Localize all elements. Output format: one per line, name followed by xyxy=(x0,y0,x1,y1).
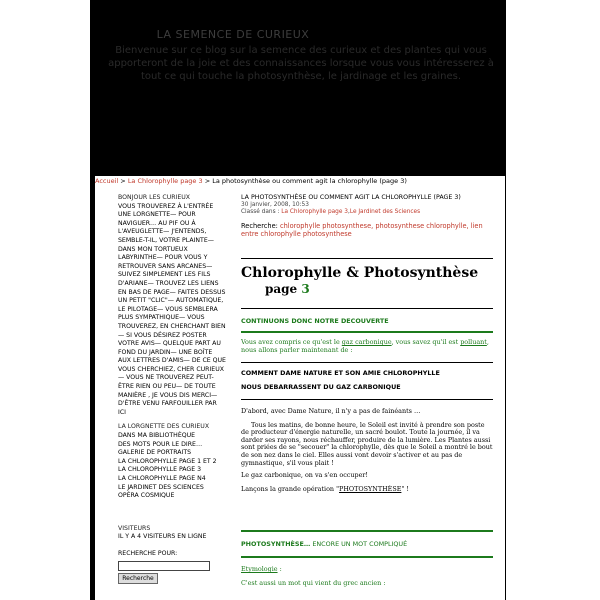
text-fragment: , nous allons parler maintenant de : xyxy=(241,338,489,354)
post-date: 30 janvier, 2008, 10:53 xyxy=(241,202,309,208)
text-fragment: : xyxy=(277,565,282,573)
nav-title: LA LORGNETTE DES CURIEUX xyxy=(118,423,210,431)
post-title[interactable]: LA PHOTOSYNTHÈSE OU COMMENT AGIT LA CHLOROPHYLLE (PAGE 3) xyxy=(241,194,461,201)
section-2-title-a: COMMENT DAME NATURE ET SON AMIE CHLOROPHYLLE xyxy=(241,369,440,377)
visitors-title: VISITEURS xyxy=(118,524,151,532)
link-polluant[interactable]: polluant xyxy=(460,338,487,346)
title-block xyxy=(241,258,493,296)
article-heading: Chlorophylle & Photosynthèse xyxy=(241,265,479,281)
sidebar xyxy=(118,194,226,590)
category-link-chlorophylle[interactable]: La Chlorophylle page 3 xyxy=(281,209,348,215)
text-fragment: " ! xyxy=(401,484,409,493)
nav-item-words[interactable]: DES MOTS POUR LE DIRE… xyxy=(118,440,203,448)
paragraph-5: C'est aussi un mot qui vient du grec ancien : xyxy=(241,578,386,587)
breadcrumb-separator: > xyxy=(118,177,128,185)
post-search-terms xyxy=(241,222,493,238)
text-fragment: Lançons la grande opération " xyxy=(241,484,340,493)
nav-item-library[interactable]: DANS MA BIBLIOTHÈQUE xyxy=(118,432,196,440)
link-gaz-carbonique[interactable]: gaz carbonique xyxy=(341,338,392,346)
site-tagline: Bienvenue sur ce blog sur la semence des curieux et des plantes qui vous apporteront de la joie et des connaissances lorsque vous vous intéresserez à tout ce qui touche la photosynthèse, le jardinage et les graines. xyxy=(108,45,494,82)
article-page xyxy=(241,282,493,296)
post-categories: Classé dans : La Chlorophylle page 3,Le Jardinet des Sciences xyxy=(241,209,421,215)
page-number: 3 xyxy=(301,282,310,296)
search-terms-label: Recherche: xyxy=(241,222,280,230)
link-photosynthese[interactable]: PHOTOSYNTHÈSE xyxy=(339,484,402,493)
search-input[interactable] xyxy=(118,561,210,571)
section-3-title xyxy=(241,540,493,548)
breadcrumb-home-link[interactable]: Accueil xyxy=(95,177,119,185)
visitors-widget xyxy=(118,525,226,542)
nav-item-chlorophylle-1-2[interactable]: LA CHLOROPHYLLE PAGE 1 ET 2 xyxy=(118,457,217,465)
breadcrumb-separator: > xyxy=(202,177,213,185)
section-1-title: CONTINUONS DONC NOTRE DECOUVERTE xyxy=(241,317,389,325)
welcome-text: VOUS TROUVEREZ À L'ENTRÉE UNE LORGNETTE— POUR NAVIGUER… AU PIF OU À L'AVEUGLETTE— J'ENTENDS, SEMBLE-T-IL, VOTRE PLAINTE— DANS MON TORTUEUX LABYRINTHE— POUR VOUS Y RETROUVER SANS ARCANES— SUIVEZ SIMPLEMENT LES FILS D'ARIANE— TROUVEZ LES LIENS EN BAS DE PAGE— FAITES DESSUS UN PETIT "CLIC"— AUTOMATIQUE, LE PILOTAGE— VOUS SEMBLERA PLUS SYMPATHIQUE— VOUS TROUVEREZ, EN CHERCHANT BIEN— SI VOUS DÉSIREZ POSTER VOTRE AVIS— QUELQUE PART AU FOND DU JARDIN— UNE BOÎTE AUX LETTRES D'AMIS— DE CE QUE VOUS CHERCHIEZ, CHER CURIEUX— VOUS NE TROUVEREZ PEUT-ÊTRE RIEN OU PEU— DE TOUTE MANIÈRE , JE VOUS DIS MERCI— D'ÊTRE VENU FARFOUILLER PAR ICI xyxy=(118,202,226,416)
nav-item-jardinet[interactable]: LE JARDINET DES SCIENCES xyxy=(118,483,204,491)
paragraph-4 xyxy=(241,486,493,494)
section-1-text xyxy=(241,339,493,354)
etymology xyxy=(241,566,493,574)
nav-item-opera[interactable]: OPÉRA COSMIQUE xyxy=(118,492,175,500)
search-label: RECHERCHE POUR: xyxy=(118,549,178,557)
breadcrumb-current: La photosynthèse ou comment agit la chlorophylle (page 3) xyxy=(212,177,407,185)
breadcrumb xyxy=(95,176,505,186)
nav-item-chlorophylle-3[interactable]: LA CHLOROPHYLLE PAGE 3 xyxy=(118,466,202,474)
paragraph-3: Le gaz carbonique, on va s'en occuper! xyxy=(241,471,368,480)
search-widget xyxy=(118,550,226,584)
section-2-title-b: NOUS DEBARRASSENT DU GAZ CARBONIQUE xyxy=(241,383,401,391)
site-title[interactable]: LA SEMENCE DE CURIEUX xyxy=(156,28,310,41)
category-link-jardinet[interactable]: Le Jardinet des Sciences xyxy=(349,209,421,215)
visitors-text: IL Y A 4 VISITEURS EN LIGNE xyxy=(118,533,207,541)
text-fragment: PHOTOSYNTHÈSE… xyxy=(241,540,311,548)
divider xyxy=(241,362,493,363)
content-area xyxy=(95,186,505,600)
search-terms-links[interactable]: chlorophylle photosynthese, photosynthese chlorophylle, lien entre chlorophylle photosynthese xyxy=(241,222,483,238)
etymology-label: Etymologie xyxy=(241,565,278,573)
text-fragment: ENCORE UN MOT COMPLIQUÉ xyxy=(310,540,408,548)
paragraph-2: Tous les matins, de bonne heure, le Soleil est invité à prendre son poste de producteur d'énergie naturelle, un sacré boulot. Toute la journée, il va darder ses rayons, nous réchauffer, produire de la lumière. Les Plantes aussi sont priées de se "secouer" la chlorophylle, dès que le Soleil a montré le bout de son nez dans le ciel. Elles aussi vont devoir s'activer et au pas de gymnastique, s'il vous plait ! xyxy=(241,420,493,467)
nav-item-chlorophylle-4[interactable]: LA CHLOROPHYLLE PAGE N4 xyxy=(118,475,206,482)
section-2 xyxy=(241,362,493,493)
site-header xyxy=(90,0,506,176)
nav-item-portraits[interactable]: GALERIE DE PORTRAITS xyxy=(118,449,192,457)
divider xyxy=(241,258,493,259)
text-fragment: Vous avez compris ce qu'est le xyxy=(241,338,342,346)
search-button[interactable]: Recherche xyxy=(118,573,158,584)
breadcrumb-category-link[interactable]: La Chlorophylle page 3 xyxy=(127,177,203,185)
welcome-title: BONJOUR LES CURIEUX xyxy=(118,194,191,201)
divider xyxy=(241,308,493,309)
green-divider xyxy=(241,530,493,532)
text-fragment: , vous savez qu'il est xyxy=(391,338,461,346)
page-label: page xyxy=(265,282,302,296)
green-divider xyxy=(241,556,493,558)
nav-widget xyxy=(118,423,226,500)
green-divider xyxy=(241,331,493,333)
paragraph-1: D'abord, avec Dame Nature, il n'y a pas de fainéants … xyxy=(241,407,421,415)
section-3 xyxy=(241,530,493,587)
welcome-widget xyxy=(118,194,226,417)
post-main xyxy=(241,194,493,587)
divider xyxy=(241,399,493,400)
classed-label: Classé dans : xyxy=(241,209,282,215)
section-1 xyxy=(241,308,493,354)
